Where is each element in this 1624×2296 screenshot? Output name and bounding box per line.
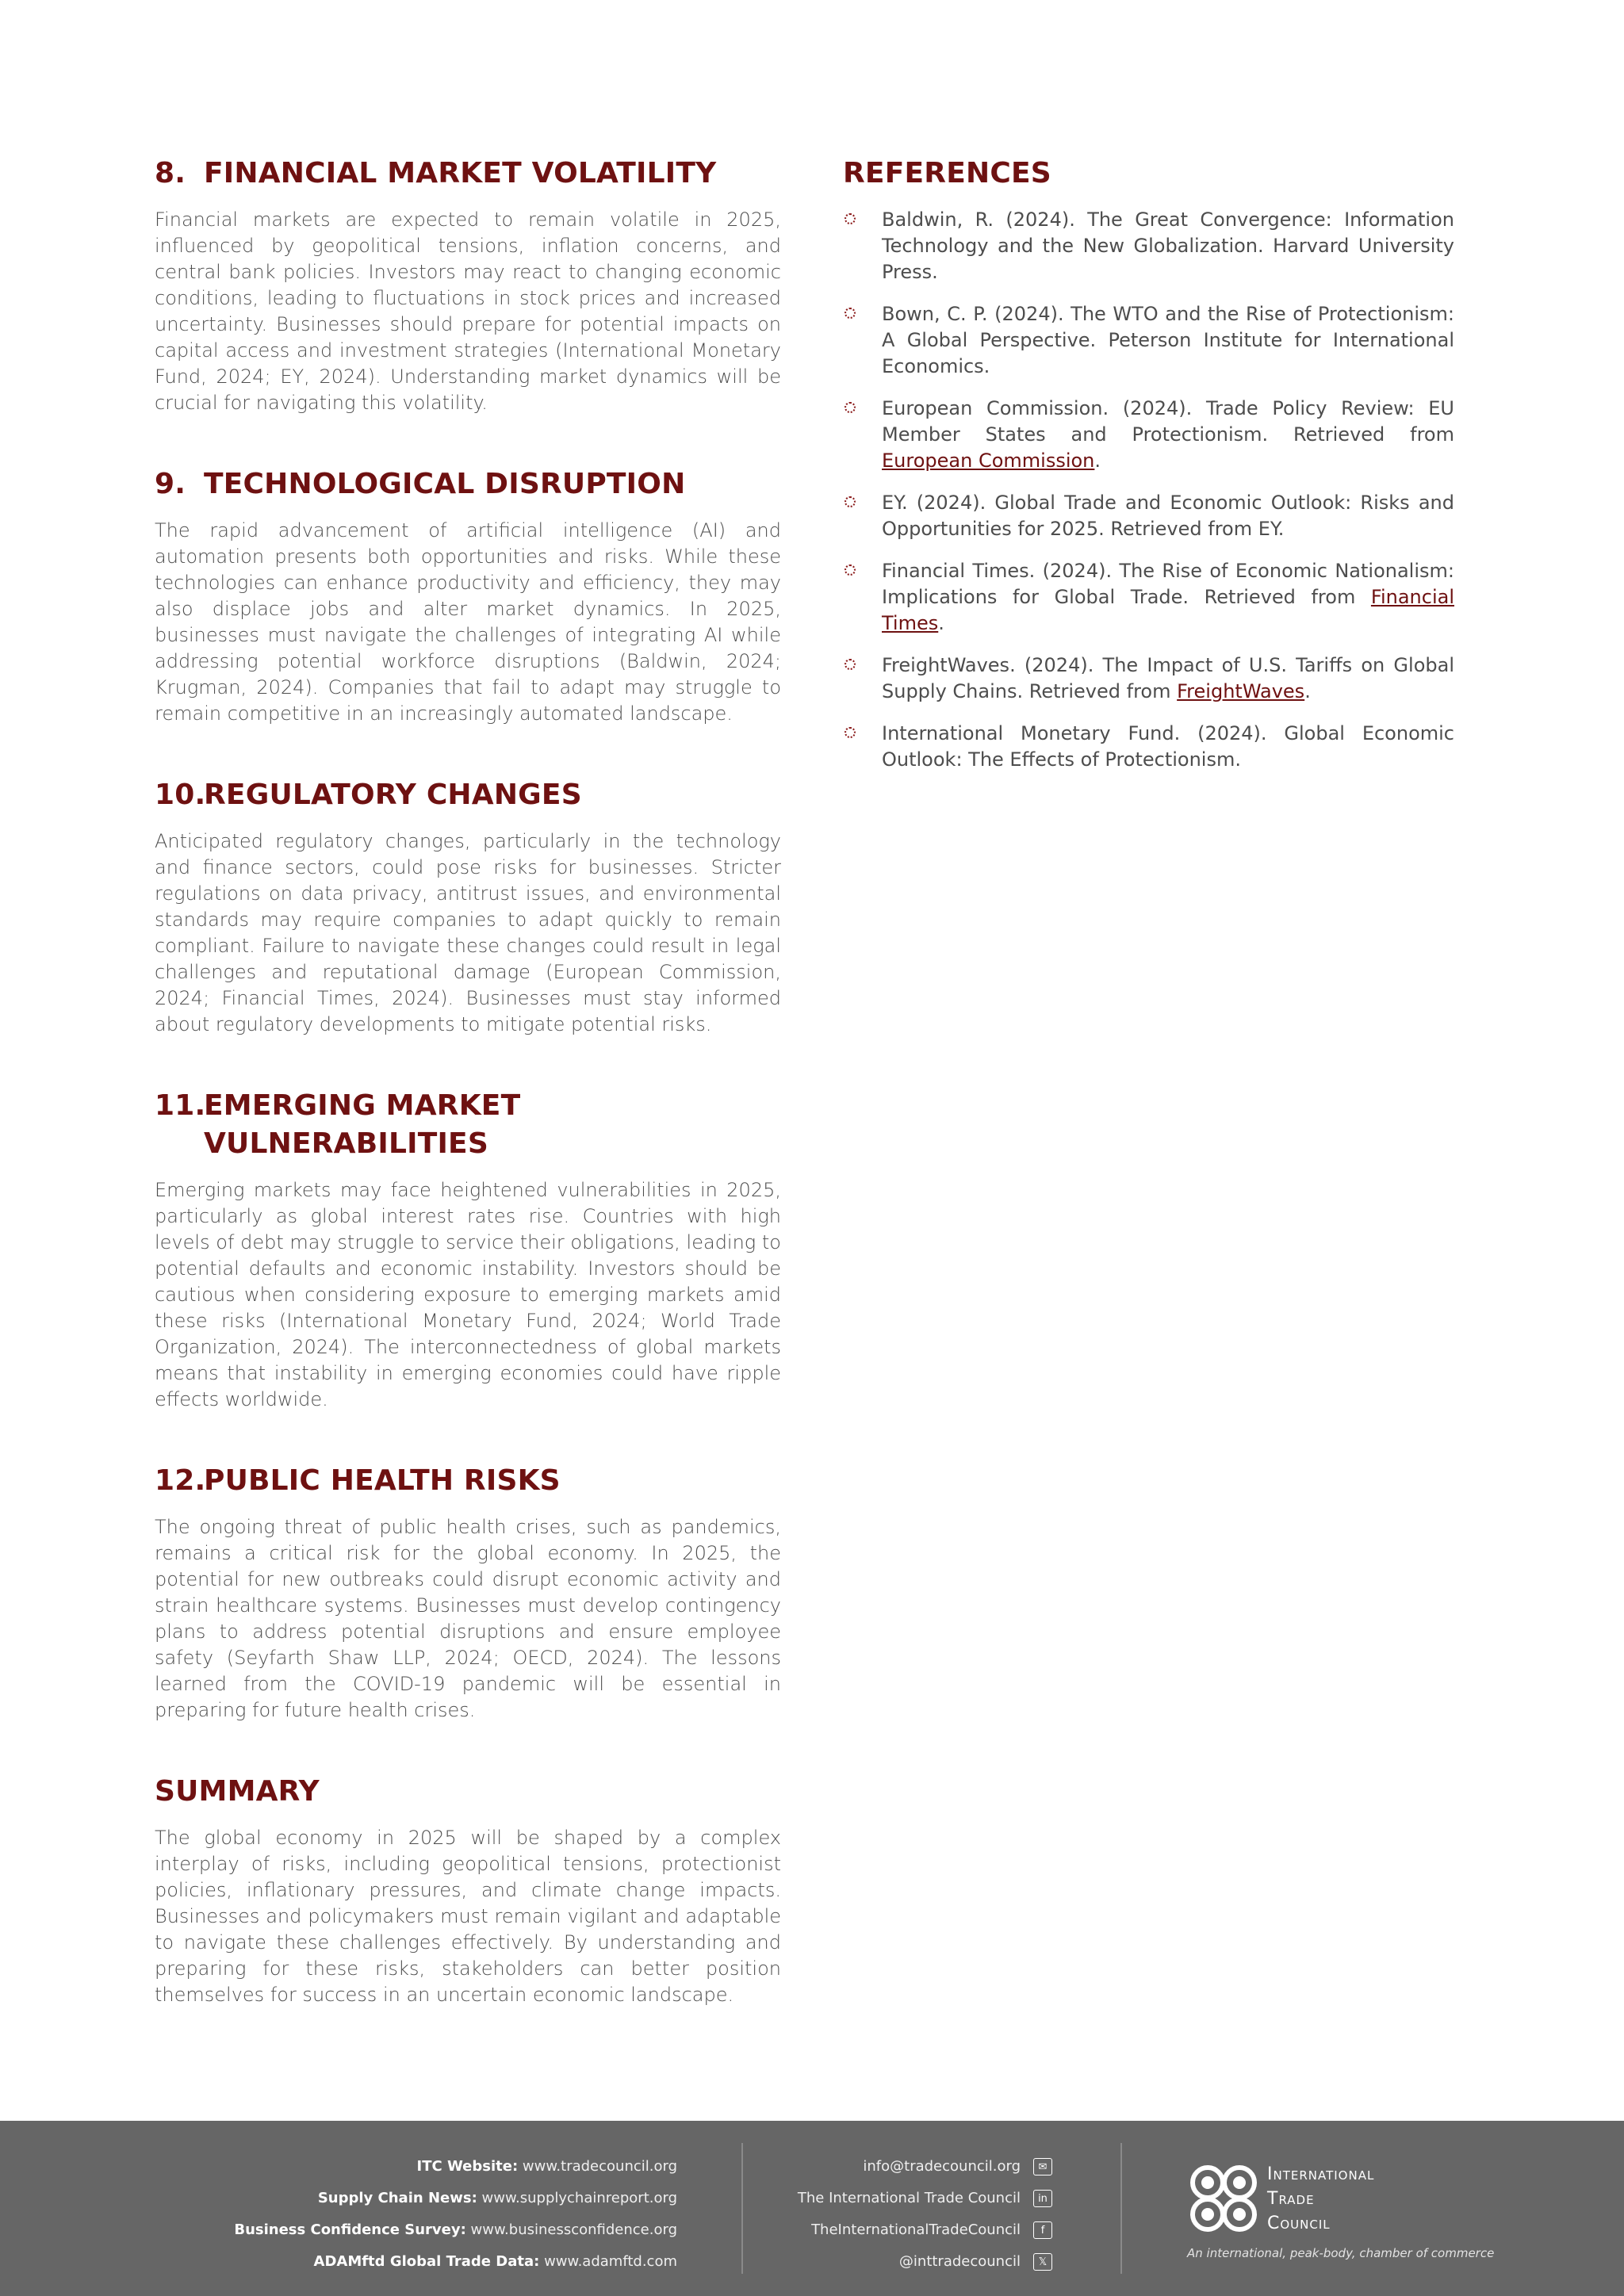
footer-contact-text[interactable]: TheInternationalTradeCouncil (811, 2221, 1021, 2238)
section-body: Anticipated regulatory changes, particularly in the technology and finance sectors, could pose risks for businesses. Stricter regulations on data privacy, antitrust issues, and environmental standards may require companies to adapt quickly to remain compliant. Failure to navigate these changes could result in legal challenges and reputational damage (European Commission, 2024; Financial Times, 2024). Businesses must stay informed about regulatory developments to mitigate potential risks. (155, 830, 781, 1035)
main-column (155, 155, 781, 2057)
reference-tail: . (938, 612, 944, 634)
reference-text: Baldwin, R. (2024). The Great Convergence: Information Technology and the New Globalization. Harvard University Press. (882, 209, 1454, 283)
reference-item (843, 721, 1454, 773)
footer-contact-text[interactable]: The International Trade Council (797, 2190, 1021, 2206)
tagline: An international, peak-body, chamber of commerce (1187, 2246, 1495, 2260)
section-body: Financial markets are expected to remain volatile in 2025, influenced by geopolitical tensions, inflation concerns, and central bank policies. Investors may react to changing economic conditions, leading to fluctuations in stock prices and increased uncertainty. Businesses should prepare for potential impacts on capital access and investment strategies (International Monetary Fund, 2024; EY, 2024). Understanding market dynamics will be crucial for navigating this volatility. (155, 209, 781, 414)
reference-item (843, 558, 1454, 637)
section-heading (155, 776, 781, 814)
footer-link-label: Business Confidence Survey: (234, 2221, 466, 2238)
references-column (843, 155, 1454, 789)
section (155, 465, 781, 727)
reference-link[interactable]: European Commission (882, 450, 1095, 472)
footer-link-row (234, 2246, 677, 2278)
section-title: PUBLIC HEALTH RISKS (204, 1464, 561, 1497)
bullet-icon (845, 402, 856, 413)
reference-tail: . (1094, 450, 1101, 472)
reference-link[interactable]: FreightWaves (1177, 680, 1305, 702)
facebook-icon[interactable]: f (1033, 2221, 1052, 2239)
section-heading (155, 155, 781, 193)
bullet-icon (845, 496, 856, 507)
footer-contacts (798, 2151, 1052, 2278)
reference-text: International Monetary Fund. (2024). Global Economic Outlook: The Effects of Protectionism. (882, 722, 1454, 771)
footer-contact-text[interactable]: @inttradecouncil (898, 2253, 1021, 2270)
section-title: REGULATORY CHANGES (204, 779, 582, 811)
reference-text: FreightWaves. (2024). The Impact of U.S. Tariffs on Global Supply Chains. Retrieved from (882, 654, 1454, 702)
section-body: Emerging markets may face heightened vulnerabilities in 2025, particularly as global interest rates rise. Countries with high levels of debt may struggle to service their obligations, leading to potential defaults and economic instability. Investors should be cautious when considering exposure to emerging markets amid these risks (International Monetary Fund, 2024; World Trade Organization, 2024). The interconnectedness of global markets means that instability in emerging economies could have ripple effects worldwide. (155, 1179, 781, 1410)
reference-item (843, 207, 1454, 285)
summary-section (155, 1773, 781, 2008)
section-heading (155, 1087, 781, 1163)
section-body: The ongoing threat of public health crises, such as pandemics, remains a critical risk for the global economy. In 2025, the potential for new outbreaks could disrupt economic activity and strain healthcare systems. Businesses must develop contingency plans to address potential disruptions and ensure employee safety (Seyfarth Shaw LLP, 2024; OECD, 2024). The lessons learned from the COVID-19 pandemic will be essential in preparing for future health crises. (155, 1516, 781, 1721)
section-title: FINANCIAL MARKET VOLATILITY (204, 157, 717, 189)
summary-heading: SUMMARY (155, 1775, 320, 1808)
footer-links (234, 2151, 677, 2278)
summary-body: The global economy in 2025 will be shaped by a complex interplay of risks, including geopolitical tensions, protectionist policies, inflationary pressures, and climate change impacts. Businesses and policymakers must remain vigilant and adaptable to navigate these challenges effectively. By understanding and preparing for these risks, stakeholders can better position themselves for success in an uncertain economic landscape. (155, 1827, 781, 2006)
footer-link-row (234, 2214, 677, 2246)
reference-tail: . (1304, 680, 1311, 702)
footer-contact-row (798, 2214, 1052, 2246)
section-number: 9. (155, 468, 186, 500)
itc-logo-icon (1187, 2162, 1260, 2235)
reference-text: Bown, C. P. (2024). The WTO and the Rise of Protectionism: A Global Perspective. Peterson Institute for International Economics. (882, 303, 1454, 377)
footer-divider (1120, 2143, 1122, 2274)
section-number: 10. (155, 779, 206, 811)
footer-contact-row (798, 2183, 1052, 2214)
section-title: TECHNOLOGICAL DISRUPTION (204, 468, 686, 500)
reference-text: Financial Times. (2024). The Rise of Economic Nationalism: Implications for Global Trade. Retrieved from (882, 560, 1454, 608)
section-body: The rapid advancement of artificial intelligence (AI) and automation presents both opportunities and risks. While these technologies can enhance productivity and efficiency, they may also displace jobs and alter market dynamics. In 2025, businesses must navigate the challenges of integrating AI while addressing potential workforce disruptions (Baldwin, 2024; Krugman, 2024). Companies that fail to adapt may struggle to remain competitive in an increasingly automated landscape. (155, 519, 781, 725)
footer (0, 2121, 1624, 2296)
reference-text: EY. (2024). Global Trade and Economic Outlook: Risks and Opportunities for 2025. Retrieved from EY. (882, 492, 1454, 540)
reference-item (843, 490, 1454, 542)
reference-link[interactable]: Financial Times (882, 586, 1454, 634)
bullet-icon (845, 564, 856, 576)
section-number: 11. (155, 1089, 206, 1122)
references-heading: REFERENCES (843, 157, 1051, 189)
logo-wordmark: International Trade Council (1267, 2164, 1375, 2233)
section (155, 1087, 781, 1413)
section-heading (155, 1462, 781, 1500)
section-title: EMERGING MARKET VULNERABILITIES (204, 1089, 521, 1160)
references-list (843, 207, 1454, 773)
footer-link-row (234, 2151, 677, 2183)
footer-link-label: ITC Website: (416, 2158, 519, 2175)
footer-link-label: ADAMftd Global Trade Data: (313, 2253, 540, 2270)
reference-item (843, 396, 1454, 474)
section (155, 155, 781, 416)
x-icon[interactable]: 𝕏 (1033, 2253, 1052, 2271)
footer-link-url[interactable]: www.businessconfidence.org (470, 2221, 677, 2238)
bullet-icon (845, 308, 856, 319)
reference-text: European Commission. (2024). Trade Policy Review: EU Member States and Protectionism. Retrieved from (882, 397, 1454, 446)
section-number: 12. (155, 1464, 206, 1497)
footer-link-label: Supply Chain News: (317, 2190, 477, 2206)
footer-link-row (234, 2183, 677, 2214)
footer-link-url[interactable]: www.tradecouncil.org (522, 2158, 677, 2175)
footer-contact-row (798, 2151, 1052, 2183)
section (155, 1462, 781, 1724)
linkedin-icon[interactable]: in (1033, 2190, 1052, 2207)
bullet-icon (845, 659, 856, 670)
section-heading (155, 465, 781, 503)
footer-contact-text[interactable]: info@tradecouncil.org (863, 2158, 1021, 2175)
mail-icon[interactable]: ✉ (1033, 2158, 1052, 2175)
footer-contact-row (798, 2246, 1052, 2278)
bullet-icon (845, 727, 856, 738)
section (155, 776, 781, 1038)
bullet-icon (845, 213, 856, 224)
footer-link-url[interactable]: www.supplychainreport.org (481, 2190, 677, 2206)
footer-divider (741, 2143, 743, 2274)
reference-item (843, 301, 1454, 380)
reference-item (843, 652, 1454, 705)
footer-link-url[interactable]: www.adamftd.com (544, 2253, 677, 2270)
section-number: 8. (155, 157, 186, 189)
